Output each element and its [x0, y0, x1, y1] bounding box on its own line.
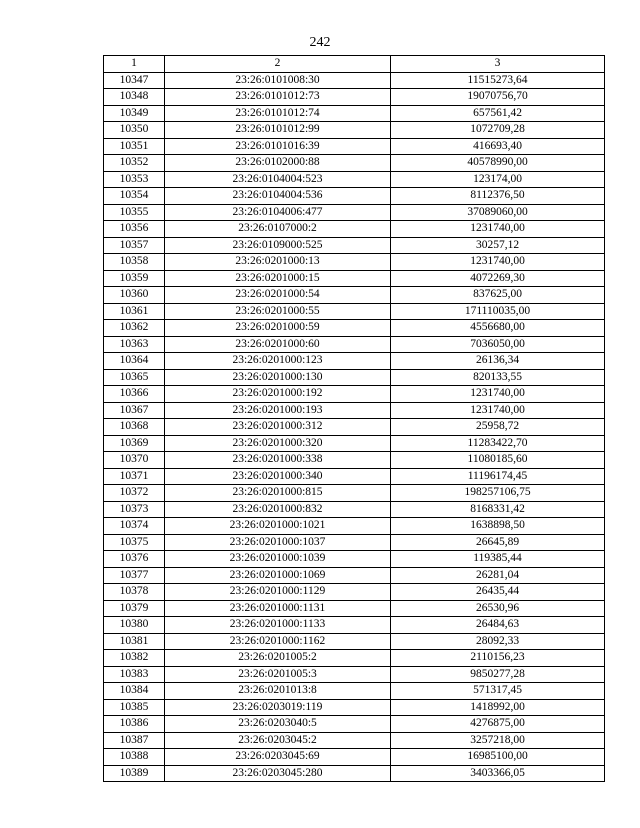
table-row: [104, 303, 605, 320]
cadastral-number-cell: 23:26:0101012:99: [165, 122, 391, 139]
table-row: [104, 567, 605, 584]
value-cell: 40578990,00: [391, 155, 605, 172]
table-row: [104, 699, 605, 716]
row-number-cell: 10362: [104, 320, 165, 337]
cadastral-number-cell: 23:26:0201000:123: [165, 353, 391, 370]
table-row: [104, 468, 605, 485]
cadastral-number-cell: 23:26:0201000:15: [165, 270, 391, 287]
value-cell: 37089060,00: [391, 204, 605, 221]
cadastral-number-cell: 23:26:0201000:60: [165, 336, 391, 353]
cadastral-number-cell: 23:26:0104006:477: [165, 204, 391, 221]
row-number-cell: 10356: [104, 221, 165, 238]
cadastral-number-cell: 23:26:0201000:1133: [165, 617, 391, 634]
table-row: [104, 270, 605, 287]
value-cell: 11515273,64: [391, 72, 605, 89]
table-row: [104, 716, 605, 733]
value-cell: 30257,12: [391, 237, 605, 254]
cadastral-number-cell: 23:26:0201000:1069: [165, 567, 391, 584]
value-cell: 26136,34: [391, 353, 605, 370]
table-row: [104, 386, 605, 403]
table-row: [104, 600, 605, 617]
table-row: [104, 89, 605, 106]
table-row: [104, 666, 605, 683]
row-number-cell: 10379: [104, 600, 165, 617]
page-number: 242: [309, 35, 331, 50]
value-cell: 8168331,42: [391, 501, 605, 518]
table-header-row: [104, 56, 605, 73]
value-cell: 4276875,00: [391, 716, 605, 733]
cadastral-number-cell: 23:26:0201005:2: [165, 650, 391, 667]
row-number-cell: 10363: [104, 336, 165, 353]
table-row: [104, 584, 605, 601]
table-row: [104, 452, 605, 469]
table-row: [104, 765, 605, 782]
cadastral-number-cell: 23:26:0101016:39: [165, 138, 391, 155]
table-row: [104, 650, 605, 667]
cadastral-number-cell: 23:26:0107000:2: [165, 221, 391, 238]
row-number-cell: 10367: [104, 402, 165, 419]
table-row: [104, 204, 605, 221]
cadastral-number-cell: 23:26:0201000:312: [165, 419, 391, 436]
table-row: [104, 287, 605, 304]
row-number-cell: 10366: [104, 386, 165, 403]
cadastral-number-cell: 23:26:0201000:340: [165, 468, 391, 485]
cadastral-number-cell: 23:26:0201000:54: [165, 287, 391, 304]
value-cell: 1231740,00: [391, 386, 605, 403]
row-number-cell: 10360: [104, 287, 165, 304]
cadastral-number-cell: 23:26:0201000:1037: [165, 534, 391, 551]
value-cell: 1072709,28: [391, 122, 605, 139]
cadastral-number-cell: 23:26:0201000:59: [165, 320, 391, 337]
table-row: [104, 617, 605, 634]
value-cell: 119385,44: [391, 551, 605, 568]
value-cell: 1231740,00: [391, 402, 605, 419]
row-number-cell: 10370: [104, 452, 165, 469]
table-row: [104, 353, 605, 370]
row-number-cell: 10351: [104, 138, 165, 155]
row-number-cell: 10357: [104, 237, 165, 254]
value-cell: 28092,33: [391, 633, 605, 650]
row-number-cell: 10368: [104, 419, 165, 436]
cadastral-number-cell: 23:26:0102000:88: [165, 155, 391, 172]
cadastral-number-cell: 23:26:0201000:320: [165, 435, 391, 452]
cadastral-value-table: [103, 55, 605, 782]
value-cell: 820133,55: [391, 369, 605, 386]
row-number-cell: 10380: [104, 617, 165, 634]
table-row: [104, 534, 605, 551]
value-cell: 26281,04: [391, 567, 605, 584]
row-number-cell: 10369: [104, 435, 165, 452]
header-cell-cadastral-number: 2: [165, 56, 391, 73]
value-cell: 19070756,70: [391, 89, 605, 106]
row-number-cell: 10372: [104, 485, 165, 502]
cadastral-number-cell: 23:26:0201000:1039: [165, 551, 391, 568]
value-cell: 171110035,00: [391, 303, 605, 320]
row-number-cell: 10354: [104, 188, 165, 205]
value-cell: 1418992,00: [391, 699, 605, 716]
row-number-cell: 10385: [104, 699, 165, 716]
table-row: [104, 237, 605, 254]
table-row: [104, 732, 605, 749]
cadastral-number-cell: 23:26:0101012:74: [165, 105, 391, 122]
row-number-cell: 10384: [104, 683, 165, 700]
table-row: [104, 188, 605, 205]
row-number-cell: 10349: [104, 105, 165, 122]
cadastral-number-cell: 23:26:0201000:1162: [165, 633, 391, 650]
row-number-cell: 10353: [104, 171, 165, 188]
row-number-cell: 10387: [104, 732, 165, 749]
row-number-cell: 10373: [104, 501, 165, 518]
value-cell: 198257106,75: [391, 485, 605, 502]
cadastral-number-cell: 23:26:0203040:5: [165, 716, 391, 733]
value-cell: 3403366,05: [391, 765, 605, 782]
row-number-cell: 10348: [104, 89, 165, 106]
value-cell: 4556680,00: [391, 320, 605, 337]
value-cell: 26645,89: [391, 534, 605, 551]
value-cell: 26484,63: [391, 617, 605, 634]
cadastral-number-cell: 23:26:0201005:3: [165, 666, 391, 683]
table-row: [104, 138, 605, 155]
header-cell-value: 3: [391, 56, 605, 73]
cadastral-number-cell: 23:26:0201000:1129: [165, 584, 391, 601]
cadastral-number-cell: 23:26:0104004:536: [165, 188, 391, 205]
value-cell: 4072269,30: [391, 270, 605, 287]
cadastral-number-cell: 23:26:0201000:193: [165, 402, 391, 419]
row-number-cell: 10355: [104, 204, 165, 221]
table-row: [104, 551, 605, 568]
row-number-cell: 10350: [104, 122, 165, 139]
value-cell: 25958,72: [391, 419, 605, 436]
row-number-cell: 10389: [104, 765, 165, 782]
value-cell: 8112376,50: [391, 188, 605, 205]
value-cell: 3257218,00: [391, 732, 605, 749]
value-cell: 11080185,60: [391, 452, 605, 469]
row-number-cell: 10371: [104, 468, 165, 485]
cadastral-number-cell: 23:26:0203045:69: [165, 749, 391, 766]
row-number-cell: 10365: [104, 369, 165, 386]
cadastral-number-cell: 23:26:0201000:815: [165, 485, 391, 502]
value-cell: 16985100,00: [391, 749, 605, 766]
value-cell: 571317,45: [391, 683, 605, 700]
table-row: [104, 336, 605, 353]
header-cell-number: 1: [104, 56, 165, 73]
row-number-cell: 10383: [104, 666, 165, 683]
cadastral-number-cell: 23:26:0201000:130: [165, 369, 391, 386]
cadastral-number-cell: 23:26:0201000:1131: [165, 600, 391, 617]
table-row: [104, 320, 605, 337]
value-cell: 1231740,00: [391, 254, 605, 271]
table-row: [104, 402, 605, 419]
cadastral-number-cell: 23:26:0104004:523: [165, 171, 391, 188]
table-row: [104, 105, 605, 122]
cadastral-number-cell: 23:26:0201000:338: [165, 452, 391, 469]
row-number-cell: 10361: [104, 303, 165, 320]
cadastral-number-cell: 23:26:0109000:525: [165, 237, 391, 254]
table-row: [104, 419, 605, 436]
value-cell: 657561,42: [391, 105, 605, 122]
row-number-cell: 10364: [104, 353, 165, 370]
table-row: [104, 435, 605, 452]
row-number-cell: 10378: [104, 584, 165, 601]
value-cell: 11196174,45: [391, 468, 605, 485]
value-cell: 26435,44: [391, 584, 605, 601]
table-row: [104, 683, 605, 700]
table-row: [104, 72, 605, 89]
value-cell: 9850277,28: [391, 666, 605, 683]
value-cell: 123174,00: [391, 171, 605, 188]
row-number-cell: 10347: [104, 72, 165, 89]
table-row: [104, 485, 605, 502]
table-row: [104, 155, 605, 172]
value-cell: 2110156,23: [391, 650, 605, 667]
row-number-cell: 10376: [104, 551, 165, 568]
cadastral-number-cell: 23:26:0201000:192: [165, 386, 391, 403]
table-row: [104, 221, 605, 238]
cadastral-number-cell: 23:26:0101008:30: [165, 72, 391, 89]
row-number-cell: 10352: [104, 155, 165, 172]
row-number-cell: 10358: [104, 254, 165, 271]
table-row: [104, 749, 605, 766]
value-cell: 416693,40: [391, 138, 605, 155]
cadastral-number-cell: 23:26:0203045:280: [165, 765, 391, 782]
table-row: [104, 171, 605, 188]
row-number-cell: 10374: [104, 518, 165, 535]
row-number-cell: 10381: [104, 633, 165, 650]
table-row: [104, 633, 605, 650]
cadastral-number-cell: 23:26:0201000:1021: [165, 518, 391, 535]
row-number-cell: 10382: [104, 650, 165, 667]
row-number-cell: 10377: [104, 567, 165, 584]
row-number-cell: 10375: [104, 534, 165, 551]
value-cell: 26530,96: [391, 600, 605, 617]
table-row: [104, 518, 605, 535]
table-row: [104, 369, 605, 386]
row-number-cell: 10388: [104, 749, 165, 766]
cadastral-number-cell: 23:26:0203045:2: [165, 732, 391, 749]
cadastral-number-cell: 23:26:0201000:832: [165, 501, 391, 518]
row-number-cell: 10359: [104, 270, 165, 287]
value-cell: 7036050,00: [391, 336, 605, 353]
value-cell: 1638898,50: [391, 518, 605, 535]
cadastral-number-cell: 23:26:0201013:8: [165, 683, 391, 700]
value-cell: 11283422,70: [391, 435, 605, 452]
table-row: [104, 122, 605, 139]
value-cell: 1231740,00: [391, 221, 605, 238]
cadastral-number-cell: 23:26:0101012:73: [165, 89, 391, 106]
cadastral-number-cell: 23:26:0203019:119: [165, 699, 391, 716]
table-row: [104, 254, 605, 271]
table-row: [104, 501, 605, 518]
cadastral-number-cell: 23:26:0201000:55: [165, 303, 391, 320]
value-cell: 837625,00: [391, 287, 605, 304]
row-number-cell: 10386: [104, 716, 165, 733]
cadastral-number-cell: 23:26:0201000:13: [165, 254, 391, 271]
